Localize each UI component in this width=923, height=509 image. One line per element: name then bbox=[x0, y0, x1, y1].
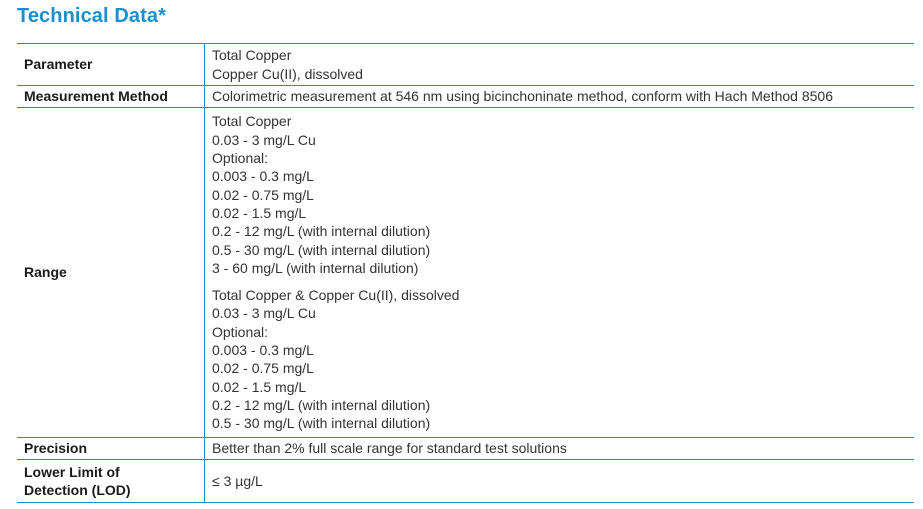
range-line: Optional: bbox=[212, 323, 269, 340]
table-row-lod bbox=[17, 460, 914, 503]
range-line: 0.03 - 3 mg/L Cu bbox=[212, 131, 316, 148]
table-row-parameter bbox=[17, 44, 914, 86]
range-label: Range bbox=[17, 108, 205, 438]
range-value bbox=[205, 108, 915, 438]
parameter-value-line: Total Copper bbox=[212, 47, 292, 64]
lod-label-line: Detection (LOD) bbox=[24, 482, 131, 498]
table-row-precision bbox=[17, 438, 914, 460]
range-line: 0.5 - 30 mg/L (with internal dilution) bbox=[212, 241, 431, 258]
range-line: 0.02 - 1.5 mg/L bbox=[212, 378, 307, 395]
range-group-total-copper bbox=[212, 112, 914, 277]
range-line: 3 - 60 mg/L (with internal dilution) bbox=[212, 259, 419, 276]
table-row-measurement-method bbox=[17, 86, 914, 108]
range-line: 0.2 - 12 mg/L (with internal dilution) bbox=[212, 396, 431, 413]
measurement-method-value: Colorimetric measurement at 546 nm using bicinchoninate method, conform with Hach Method 8506 bbox=[205, 86, 915, 108]
range-line: 0.02 - 1.5 mg/L bbox=[212, 204, 307, 221]
range-line: 0.02 - 0.75 mg/L bbox=[212, 360, 314, 377]
range-line: Total Copper & Copper Cu(II), dissolved bbox=[212, 287, 460, 304]
page-title: Technical Data* bbox=[17, 5, 166, 27]
lod-label bbox=[17, 460, 205, 503]
technical-data-table bbox=[17, 43, 914, 503]
range-line: 0.003 - 0.3 mg/L bbox=[212, 168, 314, 185]
precision-value: Better than 2% full scale range for standard test solutions bbox=[205, 438, 915, 460]
range-group-total-and-dissolved bbox=[212, 286, 914, 432]
range-line: 0.02 - 0.75 mg/L bbox=[212, 186, 314, 203]
precision-label: Precision bbox=[17, 438, 205, 460]
parameter-value bbox=[205, 44, 915, 86]
range-line: Total Copper bbox=[212, 113, 292, 130]
range-group-spacer bbox=[212, 277, 914, 286]
range-line: 0.2 - 12 mg/L (with internal dilution) bbox=[212, 223, 431, 240]
parameter-value-line: Copper Cu(II), dissolved bbox=[212, 65, 363, 82]
table-row-range bbox=[17, 108, 914, 438]
range-line: 0.003 - 0.3 mg/L bbox=[212, 342, 314, 359]
parameter-label: Parameter bbox=[17, 44, 205, 86]
lod-value: ≤ 3 µg/L bbox=[205, 460, 915, 503]
measurement-method-label: Measurement Method bbox=[17, 86, 205, 108]
range-line: 0.03 - 3 mg/L Cu bbox=[212, 305, 316, 322]
range-line: 0.5 - 30 mg/L (with internal dilution) bbox=[212, 415, 431, 432]
lod-label-line: Lower Limit of bbox=[24, 463, 120, 480]
range-line: Optional: bbox=[212, 150, 269, 167]
